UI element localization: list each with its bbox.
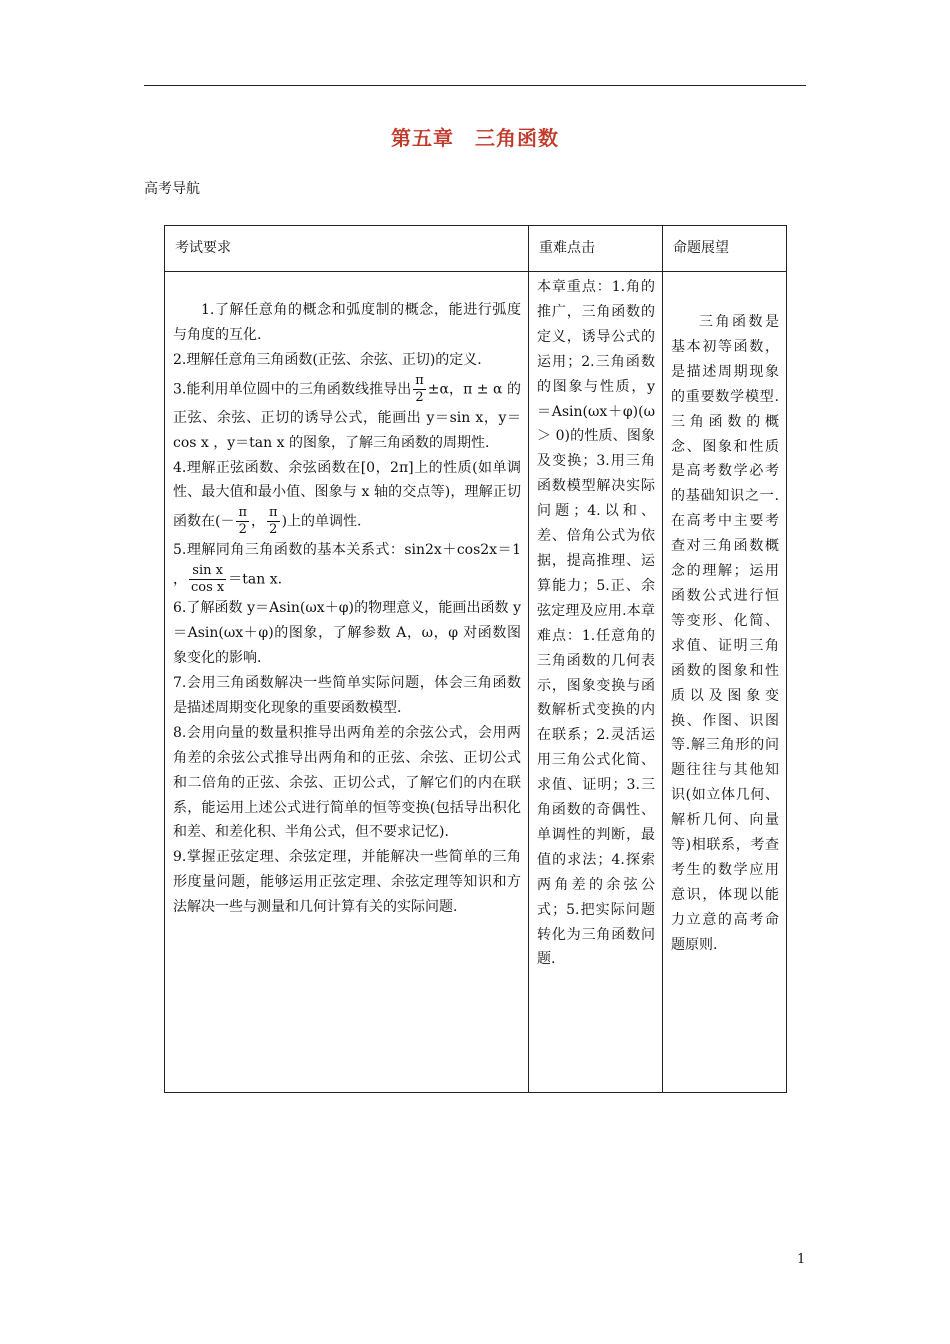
requirement-8: 8.会用向量的数量积推导出两角差的余弦公式，会用两角差的余弦公式推导出两角和的正弦、余弦、正切公式和二倍角的正弦、余弦、正切公式，了解它们的内在联系，能运用上述公式进行简单的恒等变换(包括导出积化和差、和差化积、半角公式，但不要求记忆). xyxy=(173,724,521,841)
plus-minus-alpha: ±α xyxy=(427,381,449,398)
requirement-5 xyxy=(173,538,521,596)
pi-over-2-fraction xyxy=(267,505,280,538)
header-divider xyxy=(165,271,786,272)
requirement-6: 6.了解函数 y＝Asin(ωx＋φ)的物理意义，能画出函数 y＝Asin(ωx＋φ)的图象，了解参数 A，ω，φ 对函数图象变化的影响. xyxy=(173,600,521,667)
requirement-7: 7.会用三角函数解决一些简单实际问题，体会三角函数是描述周期变化现象的重要函数模型. xyxy=(173,674,521,716)
header-rule xyxy=(144,85,806,86)
requirement-4-text-a: 4.理解正弦函数、余弦函数在[0，2π]上的性质(如单调性、最大值和最小值、图象与 x 轴的交点等)，理解正切函数在(－ xyxy=(173,459,521,530)
pi-over-2-fraction xyxy=(413,373,426,406)
chapter-title: 第五章 三角函数 xyxy=(391,126,559,150)
neg-pi-over-2-fraction xyxy=(236,505,249,538)
fraction-denominator: cos x xyxy=(191,580,225,596)
key-points-cell xyxy=(537,275,655,972)
fraction-numerator: π xyxy=(415,372,424,388)
requirement-5-text-a: 5.理解同角三角函数的基本关系式：sin2x＋cos2x＝1 ， xyxy=(173,542,521,588)
fraction-denominator: 2 xyxy=(415,389,424,405)
requirement-4 xyxy=(173,456,521,539)
section-subtitle: 高考导航 xyxy=(144,181,200,197)
header-key-points: 重难点击 xyxy=(539,240,595,256)
header-requirements: 考试要求 xyxy=(175,240,231,256)
header-outlook: 命题展望 xyxy=(673,240,729,256)
requirement-3-text-a: 3.能利用单位圆中的三角函数线推导出 xyxy=(173,381,412,398)
requirement-5-text-b: ＝tan x. xyxy=(228,571,283,588)
outlook-cell xyxy=(671,310,779,958)
page-number: 1 xyxy=(797,1252,806,1267)
requirement-3-text-b: ，π ± α 的正弦、余弦、正切的诱导公式，能画出 y＝sin x，y＝cos x ，y＝tan x 的图象，了解三角函数的周期性. xyxy=(173,381,521,451)
fraction-denominator: 2 xyxy=(269,522,278,538)
column-divider xyxy=(662,226,663,1092)
requirements-cell xyxy=(173,298,521,920)
fraction-numerator: π xyxy=(269,505,278,521)
key-points-text: 本章重点：1.角的推广，三角函数的定义，诱导公式的运用；2.三角函数的图象与性质，y＝Asin(ωx＋φ)(ω ＞ 0)的性质、图象及变换；3.用三角函数模型解决实际问题；4.以和、差、倍角公式为依据，提高推理、运算能力；5.正、余弦定理及应用.本章难点：1.任意角的三角函数的几何表示，图象变换与函数解析式变换的内在联系；2.灵活运用三角公式化简、求值、证明；3.三角函数的奇偶性、单调性的判断，最值的求法；4.探索两角差的余弦公式；5.把实际问题转化为三角函数问题. xyxy=(537,279,655,968)
fraction-numerator: π xyxy=(238,505,248,521)
fraction-denominator: 2 xyxy=(238,522,247,538)
requirement-4-text-b: )上的单调性. xyxy=(281,513,362,530)
syllabus-table xyxy=(164,225,787,1093)
fraction-numerator: sin x xyxy=(189,563,226,580)
sin-over-cos-fraction xyxy=(189,563,226,596)
interval-separator: ， xyxy=(251,513,266,530)
outlook-text: 三角函数是基本初等函数，是描述周期现象的重要数学模型.三角函数的概念、图象和性质是高考数学必考的基础知识之一.在高考中主要考查对三角函数概念的理解；运用函数公式进行恒等变形、化简、求值、证明三角函数的图象和性质以及图象变换、作图、识图等.解三角形的问题往往与其他知识(如立体几何、解析几何、向量等)相联系，考查考生的数学应用意识，体现以能力立意的高考命题原则. xyxy=(671,314,779,953)
requirement-1: 1.了解任意角的概念和弧度制的概念，能进行弧度与角度的互化. xyxy=(173,302,521,343)
requirement-9: 9.掌握正弦定理、余弦定理，并能解决一些简单的三角形度量问题，能够运用正弦定理、余弦定理等知识和方法解决一些与测量和几何计算有关的实际问题. xyxy=(173,849,521,916)
requirement-2: 2.理解任意角三角函数(正弦、余弦、正切)的定义. xyxy=(173,351,482,368)
requirement-3 xyxy=(173,373,521,456)
column-divider xyxy=(528,226,529,1092)
